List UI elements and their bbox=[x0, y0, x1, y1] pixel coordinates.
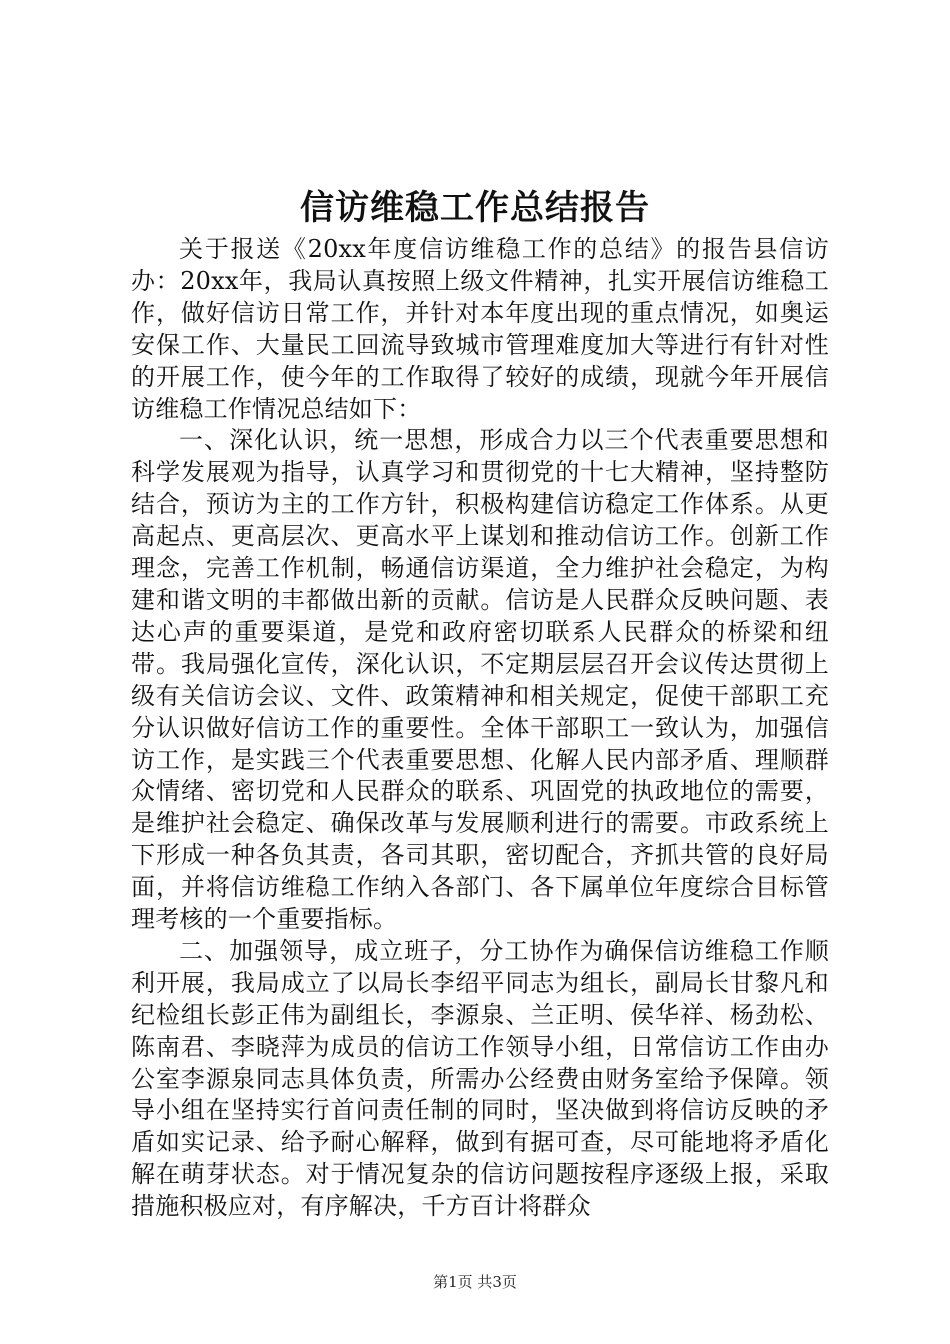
document-body bbox=[131, 234, 829, 1223]
paragraph-intro: 关于报送《20xx年度信访维稳工作的总结》的报告县信访办：20xx年，我局认真按照上级文件精神，扎实开展信访维稳工作，做好信访日常工作，并针对本年度出现的重点情况，如奥运安保工作、大量民工回流导致城市管理难度加大等进行有针对性的开展工作，使今年的工作取得了较好的成绩，现就今年开展信访维稳工作情况总结如下： bbox=[131, 235, 829, 423]
paragraph-section-two: 二、加强领导，成立班子，分工协作为确保信访维稳工作顺利开展，我局成立了以局长李绍平同志为组长，副局长甘黎凡和纪检组长彭正伟为副组长，李源泉、兰正明、侯华祥、杨劲松、陈南君、李晓萍为成员的信访工作领导小组，日常信访工作由办公室李源泉同志具体负责，所需办公经费由财务室给予保障。领导小组在坚持实行首问责任制的同时，坚决做到将信访反映的矛盾如实记录、给予耐心解释，做到有据可查，尽可能地将矛盾化解在萌芽状态。对于情况复杂的信访问题按程序逐级上报，采取措施积极应对，有序解决，千方百计将群众 bbox=[131, 936, 829, 1221]
paragraph-section-one: 一、深化认识，统一思想，形成合力以三个代表重要思想和科学发展观为指导，认真学习和贯彻党的十七大精神，坚持整防结合，预访为主的工作方针，积极构建信访稳定工作体系。从更高起点、更高层次、更高水平上谋划和推动信访工作。创新工作理念，完善工作机制，畅通信访渠道，全力维护社会稳定，为构建和谐文明的丰都做出新的贡献。信访是人民群众反映问题、表达心声的重要渠道，是党和政府密切联系人民群众的桥梁和纽带。我局强化宣传，深化认识，不定期层层召开会议传达贯彻上级有关信访会议、文件、政策精神和相关规定，促使干部职工充分认识做好信访工作的重要性。全体干部职工一致认为，加强信访工作，是实践三个代表重要思想、化解人民内部矛盾、理顺群众情绪、密切党和人民群众的联系、巩固党的执政地位的需要，是维护社会稳定、确保改革与发展顺利进行的需要。市政系统上下形成一种各负其责，各司其职，密切配合，齐抓共管的良好局面，并将信访维稳工作纳入各部门、各下属单位年度综合目标管理考核的一个重要指标。 bbox=[131, 426, 829, 934]
document-title: 信访维稳工作总结报告 bbox=[300, 188, 650, 228]
page-footer: 第1页 共3页 bbox=[433, 1273, 517, 1291]
